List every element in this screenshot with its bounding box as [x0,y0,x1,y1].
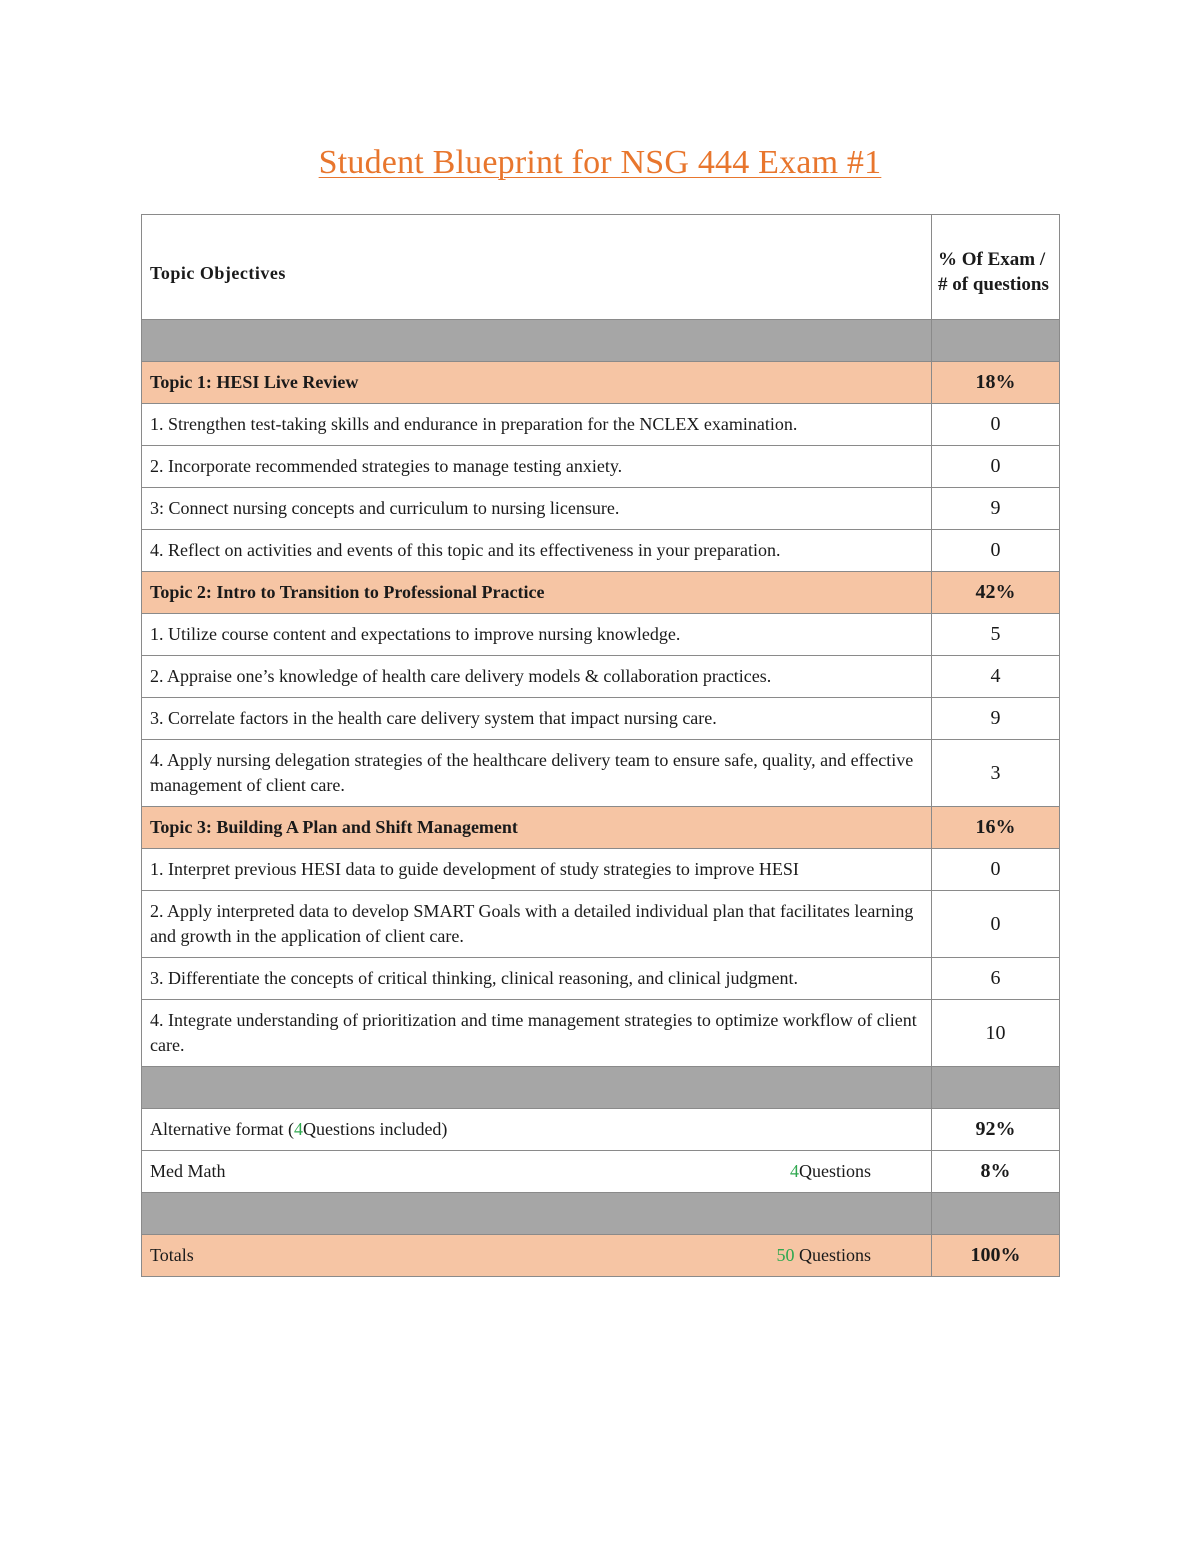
separator-row [142,1067,1060,1109]
table-header-row [142,215,1060,320]
topic-percent: 42% [932,572,1060,614]
objective-count: 0 [932,891,1060,958]
topic-row [142,362,1060,404]
alt-format-row [142,1109,1060,1151]
objective-row [142,891,1060,958]
objective-text: 1. Utilize course content and expectations to improve nursing knowledge. [142,614,932,656]
objective-row [142,656,1060,698]
totals-suffix: Questions [794,1245,871,1265]
objective-row [142,698,1060,740]
topic-label: Topic 3: Building A Plan and Shift Management [142,807,932,849]
med-math-questions [790,1161,923,1182]
totals-label: Totals [150,1245,194,1265]
objective-count: 0 [932,404,1060,446]
objective-row [142,404,1060,446]
document-title: Student Blueprint for NSG 444 Exam #1 [318,144,882,181]
objective-text: 1. Interpret previous HESI data to guide development of study strategies to improve HESI [142,849,932,891]
med-math-percent: 8% [932,1151,1060,1193]
objective-count: 0 [932,530,1060,572]
separator-row [142,320,1060,362]
med-math-row [142,1151,1060,1193]
topic-percent: 18% [932,362,1060,404]
objective-count: 0 [932,849,1060,891]
objective-text: 2. Appraise one’s knowledge of health care delivery models & collaboration practices. [142,656,932,698]
objective-count: 4 [932,656,1060,698]
objective-row [142,1000,1060,1067]
objective-count: 10 [932,1000,1060,1067]
totals-row [142,1235,1060,1277]
blueprint-table [141,214,1060,1277]
med-math-label: Med Math [150,1161,226,1181]
objective-text: 4. Integrate understanding of prioritization and time management strategies to optimize workflow of client care. [142,1000,932,1067]
objective-text: 3. Differentiate the concepts of critical thinking, clinical reasoning, and clinical judgment. [142,958,932,1000]
objective-text: 3. Correlate factors in the health care delivery system that impact nursing care. [142,698,932,740]
alt-format-percent: 92% [932,1109,1060,1151]
objective-count: 5 [932,614,1060,656]
objective-count: 3 [932,740,1060,807]
objective-text: 4. Reflect on activities and events of this topic and its effectiveness in your preparation. [142,530,932,572]
objective-text: 2. Incorporate recommended strategies to manage testing anxiety. [142,446,932,488]
topic-row [142,572,1060,614]
objective-count: 0 [932,446,1060,488]
objective-text: 1. Strengthen test-taking skills and endurance in preparation for the NCLEX examination. [142,404,932,446]
objective-text: 3: Connect nursing concepts and curriculum to nursing licensure. [142,488,932,530]
totals-cell [142,1235,932,1277]
alt-format-label [142,1109,932,1151]
objective-row [142,740,1060,807]
totals-questions [777,1245,924,1266]
alt-format-count: 4 [293,1119,303,1139]
topic-percent: 16% [932,807,1060,849]
objective-row [142,530,1060,572]
objective-count: 9 [932,698,1060,740]
objective-row [142,614,1060,656]
alt-format-prefix: Alternative format ( [150,1119,294,1139]
objective-count: 9 [932,488,1060,530]
percent-questions-header: % Of Exam / # of questions [932,215,1060,320]
objective-row [142,958,1060,1000]
topic-label: Topic 2: Intro to Transition to Professional Practice [142,572,932,614]
alt-format-suffix: Questions included) [302,1119,448,1139]
objective-count: 6 [932,958,1060,1000]
topic-objectives-header: Topic Objectives [142,215,932,320]
separator-row [142,1193,1060,1235]
objective-row [142,446,1060,488]
topic-label: Topic 1: HESI Live Review [142,362,932,404]
totals-count: 50 [776,1245,795,1265]
objective-row [142,849,1060,891]
topic-row [142,807,1060,849]
med-math-count: 4 [790,1161,799,1181]
med-math-suffix: Questions [799,1161,871,1181]
objective-text: 2. Apply interpreted data to develop SMART Goals with a detailed individual plan that facilitates learning and growth in the application of client care. [142,891,932,958]
objective-text: 4. Apply nursing delegation strategies of the healthcare delivery team to ensure safe, quality, and effective management of client care. [142,740,932,807]
objective-row [142,488,1060,530]
med-math-cell [142,1151,932,1193]
totals-percent: 100% [932,1235,1060,1277]
